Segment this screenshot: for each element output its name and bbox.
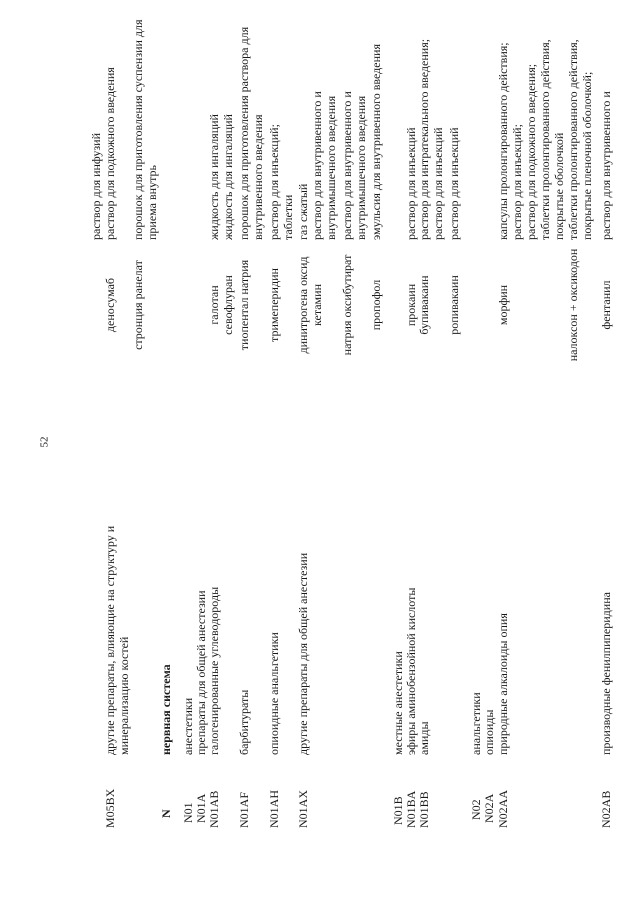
atc-group: барбитураты xyxy=(237,689,251,755)
atc-group: анестетики xyxy=(181,697,195,755)
atc-code: N01BA xyxy=(404,790,418,828)
dosage-form: внутривенного введения xyxy=(251,114,265,240)
dosage-form: раствор для интратекального введения; xyxy=(417,38,431,240)
drug-name: прокаин xyxy=(404,283,418,327)
atc-code: N02AB xyxy=(599,790,613,828)
atc-code: N01B xyxy=(391,796,405,825)
drug-name: бупивакаин xyxy=(417,275,431,335)
dosage-form: раствор для подкожного введения; xyxy=(524,63,538,240)
dosage-form: порошок для приготовления раствора для xyxy=(237,26,251,240)
drug-name: пропофол xyxy=(369,279,383,331)
dosage-form: таблетки xyxy=(281,194,295,240)
atc-code: N02AA xyxy=(496,790,510,828)
atc-code: N02 xyxy=(469,799,483,820)
dosage-form: раствор для инъекций xyxy=(404,127,418,240)
drug-name: севофлуран xyxy=(221,275,235,335)
page-number: 52 xyxy=(38,436,51,448)
atc-group: опиоиды xyxy=(482,709,496,755)
dosage-form: раствор для инъекций; xyxy=(510,124,524,240)
drug-name: стронция ранелат xyxy=(131,260,145,350)
atc-code: N01AF xyxy=(237,791,251,828)
atc-code: N01AH xyxy=(267,790,281,828)
drug-name: деносумаб xyxy=(103,277,117,333)
atc-group: нервная система xyxy=(159,664,173,755)
atc-code: N01 xyxy=(181,802,195,823)
atc-group: другие препараты, влияющие на структуру и xyxy=(103,525,117,755)
dosage-form: внутримышечного введения xyxy=(324,95,338,240)
atc-group: производные фенилпиперидина xyxy=(599,592,613,755)
dosage-form: капсулы пролонгированного действия; xyxy=(496,42,510,240)
dosage-form: раствор для инфузий xyxy=(89,133,103,240)
dosage-form: таблетки пролонгированного действия, xyxy=(538,39,552,240)
atc-code: N01AB xyxy=(207,790,221,828)
dosage-form: раствор для инъекций; xyxy=(267,124,281,240)
dosage-form: эмульсия для внутривенного введения xyxy=(369,44,383,240)
drug-name: тиопентал натрия xyxy=(237,259,251,351)
drug-name: тримеперидин xyxy=(267,268,281,342)
dosage-form: раствор для подкожного введения xyxy=(103,67,117,240)
dosage-form: жидкость для ингаляций xyxy=(207,114,221,240)
dosage-form: раствор для инъекций xyxy=(447,127,461,240)
atc-group: амиды xyxy=(417,721,431,755)
atc-code: N xyxy=(159,809,173,818)
dosage-form: покрытые оболочкой xyxy=(552,132,566,240)
atc-code: N01BB xyxy=(417,791,431,828)
dosage-form: покрытые пленочной оболочкой; xyxy=(580,71,594,240)
atc-code: M05BX xyxy=(103,788,117,828)
dosage-form: раствор для инъекций xyxy=(431,127,445,240)
drug-name: морфин xyxy=(496,284,510,326)
atc-code: N01AX xyxy=(296,790,310,828)
dosage-form: внутримышечного введения xyxy=(354,95,368,240)
dosage-form: газ сжатый xyxy=(296,183,310,240)
drug-name: кетамин xyxy=(310,284,324,327)
atc-group: местные анестетики xyxy=(391,651,405,755)
dosage-form: раствор для внутривенного и xyxy=(310,91,324,240)
dosage-form: приема внутрь xyxy=(145,165,159,240)
dosage-form: раствор для внутривенного и xyxy=(340,91,354,240)
drug-name: налоксон + оксикодон xyxy=(566,248,580,362)
atc-code: N02A xyxy=(482,793,496,823)
atc-group: препараты для общей анестезии xyxy=(194,590,208,755)
atc-group: природные алкалоиды опия xyxy=(496,613,510,755)
drug-name: галотан xyxy=(207,285,221,325)
atc-group: другие препараты для общей анестезии xyxy=(296,552,310,755)
drug-name: фентанил xyxy=(599,280,613,330)
dosage-form: таблетки пролонгированного действия, xyxy=(566,39,580,240)
drug-name: натрия оксибутират xyxy=(340,254,354,356)
dosage-form: раствор для внутривенного и xyxy=(599,91,613,240)
atc-group: галогенированные углеводороды xyxy=(207,586,221,755)
dosage-form: порошок для приготовления суспензии для xyxy=(131,19,145,240)
atc-group: эфиры аминобензойной кислоты xyxy=(404,587,418,755)
drug-name: динитрогена оксид xyxy=(296,256,310,354)
atc-group: анальгетики xyxy=(469,692,483,755)
drug-name: ропивакаин xyxy=(447,275,461,335)
atc-group: минерализацию костей xyxy=(117,636,131,755)
atc-code: N01A xyxy=(194,793,208,823)
dosage-form: жидкость для ингаляций xyxy=(221,114,235,240)
atc-group: опиоидные анальгетики xyxy=(267,632,281,755)
